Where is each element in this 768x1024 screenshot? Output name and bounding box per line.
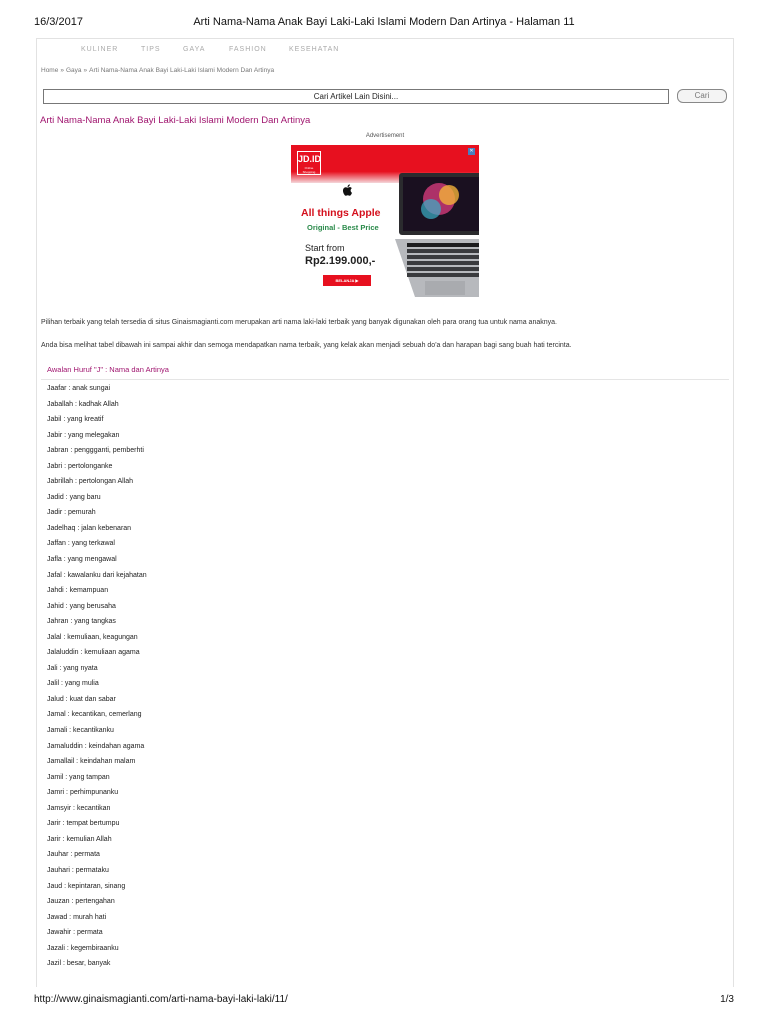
nav-item-fashion[interactable]: FASHION bbox=[229, 46, 267, 53]
nav-item-kesehatan[interactable]: KESEHATAN bbox=[289, 46, 340, 53]
list-item: Jamri : perhimpunanku bbox=[47, 789, 119, 797]
list-item: Jahran : yang tangkas bbox=[47, 618, 116, 626]
print-footer bbox=[34, 994, 734, 1008]
list-item: Jamaluddin : keindahan agama bbox=[47, 742, 145, 750]
list-item: Jabir : yang melegakan bbox=[47, 431, 120, 439]
list-item: Jabri : pertolonganke bbox=[47, 462, 113, 470]
page-title: Arti Nama-Nama Anak Bayi Laki-Laki Islami Modern Dan Artinya bbox=[40, 115, 311, 126]
print-date: 16/3/2017 bbox=[34, 16, 83, 28]
list-item: Jarir : kemulian Allah bbox=[47, 835, 112, 843]
list-item: Jawahir : permata bbox=[47, 929, 103, 937]
list-item: Jalal : kemuliaan, keagungan bbox=[47, 633, 138, 641]
list-item: Jawad : murah hati bbox=[47, 913, 107, 921]
advertisement-banner[interactable] bbox=[291, 145, 479, 307]
apple-icon bbox=[341, 183, 355, 197]
ad-price: Rp2.199.000,- bbox=[305, 255, 376, 267]
list-item: Jamil : yang tampan bbox=[47, 773, 110, 781]
jd-logo-subtext: Online Shopping bbox=[302, 166, 316, 174]
jd-logo-text: JD.ID bbox=[298, 154, 322, 164]
list-item: Jabil : yang kreatif bbox=[47, 416, 104, 424]
ad-cta-label: BELANJA bbox=[335, 278, 355, 283]
list-item: Jadir : pemurah bbox=[47, 509, 96, 517]
list-item: Jazali : kegembiraanku bbox=[47, 944, 119, 952]
section-heading: Awalan Huruf "J" : Nama dan Artinya bbox=[47, 365, 169, 374]
list-item: Jauhari : permataku bbox=[47, 866, 109, 874]
search-input[interactable]: Cari Artikel Lain Disini... bbox=[43, 89, 669, 104]
laptop-image bbox=[395, 169, 479, 299]
list-item: Jaafar : anak sungai bbox=[47, 385, 111, 392]
list-item: Jahdi : kemampuan bbox=[47, 587, 109, 595]
print-header bbox=[34, 16, 734, 32]
list-item: Jauhar : permata bbox=[47, 851, 100, 859]
list-item: Jarir : tempat bertumpu bbox=[47, 820, 120, 828]
jd-logo bbox=[297, 151, 321, 175]
ad-choices-icon[interactable]: ✕ bbox=[469, 148, 474, 154]
list-item: Jamallail : keindahan malam bbox=[47, 758, 136, 766]
ad-start-from: Start from bbox=[305, 243, 345, 253]
intro-paragraph-1: Pilihan terbaik yang telah tersedia di situs Ginaismagianti.com merupakan arti nama laki-laki terbaik yang banyak digunakan oleh para orang tua untuk nama anaknya. bbox=[41, 319, 557, 326]
list-item: Jabrillah : pertolongan Allah bbox=[47, 478, 134, 486]
list-item: Jaud : kepintaran, sinang bbox=[47, 882, 126, 890]
nav-item-tips[interactable]: TIPS bbox=[141, 46, 161, 53]
section-divider bbox=[41, 379, 729, 380]
name-list bbox=[47, 381, 147, 972]
list-item: Jalaluddin : kemuliaan agama bbox=[47, 649, 140, 657]
breadcrumb-gaya[interactable]: Gaya bbox=[65, 67, 82, 74]
ad-subheadline: Original - Best Price bbox=[307, 223, 379, 232]
nav-item-gaya[interactable]: GAYA bbox=[183, 46, 206, 53]
print-page-number: 1/3 bbox=[720, 994, 734, 1005]
nav-item-kuliner[interactable]: KULINER bbox=[81, 46, 119, 53]
list-item: Jamal : kecantikan, cemerlang bbox=[47, 711, 142, 719]
list-item: Jadid : yang baru bbox=[47, 493, 101, 501]
list-item: Jadelhaq : jalan kebenaran bbox=[47, 524, 132, 532]
list-item: Jalud : kuat dan sabar bbox=[47, 695, 116, 703]
list-item: Jahid : yang berusaha bbox=[47, 602, 116, 610]
page-frame bbox=[36, 38, 734, 987]
list-item: Jaffan : yang terkawal bbox=[47, 540, 115, 548]
list-item: Jalil : yang mulia bbox=[47, 680, 99, 688]
print-title: Arti Nama-Nama Anak Bayi Laki-Laki Islami Modern Dan Artinya - Halaman 11 bbox=[193, 16, 575, 28]
search-button[interactable]: Cari bbox=[677, 89, 727, 103]
top-nav bbox=[81, 46, 369, 60]
breadcrumb-separator: » bbox=[83, 67, 88, 74]
list-item: Jali : yang nyata bbox=[47, 664, 98, 672]
list-item: Jabran : penggganti, pemberhti bbox=[47, 447, 144, 455]
ad-cta-button[interactable]: BELANJA ▶ bbox=[323, 275, 371, 286]
breadcrumb-home[interactable]: Home bbox=[41, 67, 59, 74]
breadcrumb-separator: » bbox=[60, 67, 64, 74]
list-item: Jafla : yang mengawal bbox=[47, 556, 117, 564]
list-item: Jamali : kecantikanku bbox=[47, 727, 114, 735]
print-url[interactable]: http://www.ginaismagianti.com/arti-nama-bayi-laki-laki/11/ bbox=[34, 994, 288, 1005]
list-item: Jazil : besar, banyak bbox=[47, 960, 111, 968]
list-item: Jauzan : pertengahan bbox=[47, 898, 115, 906]
list-item: Jafal : kawalanku dari kejahatan bbox=[47, 571, 147, 579]
advertisement-label: Advertisement bbox=[365, 133, 405, 139]
ad-headline: All things Apple bbox=[301, 207, 381, 219]
breadcrumb bbox=[41, 67, 274, 74]
intro-paragraph-2: Anda bisa melihat tabel dibawah ini sampai akhir dan semoga mendapatkan nama terbaik, yang kelak akan menjadi sebuah do'a dan harapan bagi sang buah hati tercinta. bbox=[41, 342, 572, 349]
breadcrumb-current: Arti Nama-Nama Anak Bayi Laki-Laki Islami Modern Dan Artinya bbox=[89, 67, 275, 74]
list-item: Jaballah : kadhak Allah bbox=[47, 400, 119, 408]
list-item: Jamsyir : kecantikan bbox=[47, 804, 111, 812]
